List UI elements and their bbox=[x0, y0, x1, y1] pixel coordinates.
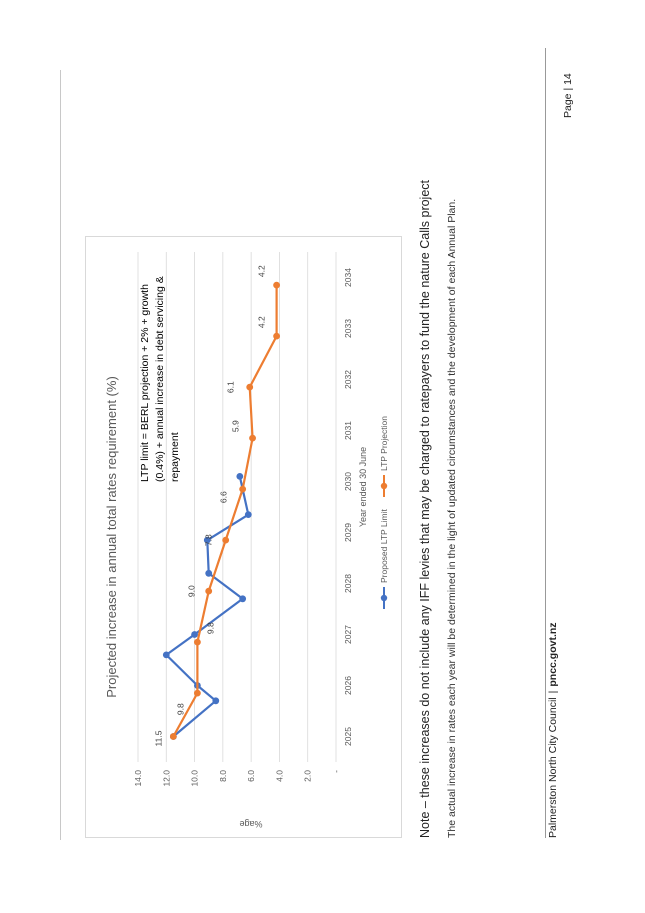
x-tick-label: 2028 bbox=[343, 574, 353, 593]
y-tick-label: 6.0 bbox=[246, 770, 257, 782]
chart-svg bbox=[86, 237, 401, 837]
series-point-0 bbox=[236, 473, 243, 480]
series-point-1 bbox=[273, 333, 280, 340]
note-text: Note – these increases do not include any IFF levies that may be charged to ratepayers to fund the nature Calls project bbox=[418, 179, 432, 838]
x-tick-label: 2029 bbox=[343, 523, 353, 542]
data-label: 4.2 bbox=[256, 265, 267, 278]
caveat-text: The actual increase in rates each year will be determined in the light of updated circumstances and the development of each Annual Plan. bbox=[446, 198, 458, 838]
x-axis-title: Year ended 30 June bbox=[358, 446, 368, 528]
annotation-line-2: (0.4%) + annual increase in debt servicing & bbox=[154, 276, 166, 482]
x-tick-label: 2025 bbox=[343, 727, 353, 746]
series-point-0 bbox=[245, 511, 252, 518]
y-tick-label: 8.0 bbox=[217, 770, 228, 782]
data-label: 6.6 bbox=[218, 491, 229, 504]
data-label: 6.1 bbox=[225, 381, 236, 394]
y-tick-label: 14.0 bbox=[133, 770, 143, 787]
series-point-1 bbox=[246, 384, 253, 391]
series-line-1 bbox=[173, 285, 276, 736]
y-tick-label: 2.0 bbox=[302, 770, 313, 782]
series-point-0 bbox=[239, 595, 246, 602]
x-tick-label: 2026 bbox=[343, 676, 353, 695]
x-tick-label: 2033 bbox=[343, 319, 353, 338]
footer bbox=[547, 622, 559, 838]
y-axis-ticks bbox=[133, 770, 341, 787]
legend-ltp-projection: LTP Projection bbox=[379, 416, 389, 471]
series-point-0 bbox=[212, 697, 219, 704]
chart-series bbox=[163, 282, 280, 740]
data-label: 5.9 bbox=[230, 420, 241, 433]
series-point-1 bbox=[239, 486, 246, 493]
series-point-1 bbox=[194, 639, 201, 646]
chart-container bbox=[85, 236, 402, 838]
x-tick-label: 2027 bbox=[343, 625, 353, 644]
data-label: 9.8 bbox=[205, 622, 216, 635]
page-number: Page | 14 bbox=[562, 73, 574, 118]
series-point-0 bbox=[163, 652, 170, 659]
data-label: 11.5 bbox=[153, 730, 164, 747]
y-tick-label: 4.0 bbox=[274, 770, 285, 782]
data-label: 9.0 bbox=[186, 585, 197, 598]
annotation-line-1: LTP limit = BERL projection + 2% + growth bbox=[139, 284, 151, 482]
y-axis-title: %age bbox=[239, 819, 263, 829]
x-tick-label: 2034 bbox=[343, 268, 353, 287]
data-label: 4.2 bbox=[256, 316, 267, 329]
y-tick-label: - bbox=[331, 770, 341, 773]
data-label: 9.8 bbox=[175, 703, 186, 716]
legend-swatch-ltp-projection-marker bbox=[381, 483, 387, 489]
series-line-0 bbox=[166, 476, 248, 736]
series-point-1 bbox=[273, 282, 280, 289]
footer-rule bbox=[545, 48, 546, 838]
legend-ltp-limit: Proposed LTP Limit bbox=[379, 509, 389, 583]
series-point-1 bbox=[170, 733, 177, 740]
footer-website-link[interactable]: pncc.govt.nz bbox=[547, 622, 559, 687]
y-tick-label: 10.0 bbox=[189, 770, 200, 787]
data-label: 7.8 bbox=[203, 534, 214, 547]
series-point-1 bbox=[249, 435, 256, 442]
x-tick-label: 2032 bbox=[343, 370, 353, 389]
chart-legend bbox=[379, 416, 389, 609]
data-labels bbox=[153, 265, 266, 746]
footer-org: Palmerston North City Council bbox=[547, 697, 559, 838]
y-tick-label: 12.0 bbox=[161, 770, 172, 787]
series-point-0 bbox=[205, 570, 212, 577]
series-point-0 bbox=[191, 631, 198, 638]
series-point-1 bbox=[222, 537, 229, 544]
series-point-1 bbox=[205, 588, 212, 595]
x-tick-label: 2030 bbox=[343, 472, 353, 491]
legend-swatch-ltp-limit-marker bbox=[381, 595, 387, 601]
x-tick-label: 2031 bbox=[343, 421, 353, 440]
footer-separator: | bbox=[547, 690, 559, 694]
chart-title: Projected increase in annual total rates requirement (%) bbox=[104, 376, 119, 698]
annotation-line-3: repayment bbox=[169, 432, 181, 482]
series-point-1 bbox=[194, 690, 201, 697]
ltp-limit-annotation bbox=[139, 273, 181, 482]
x-axis-ticks bbox=[343, 268, 353, 746]
